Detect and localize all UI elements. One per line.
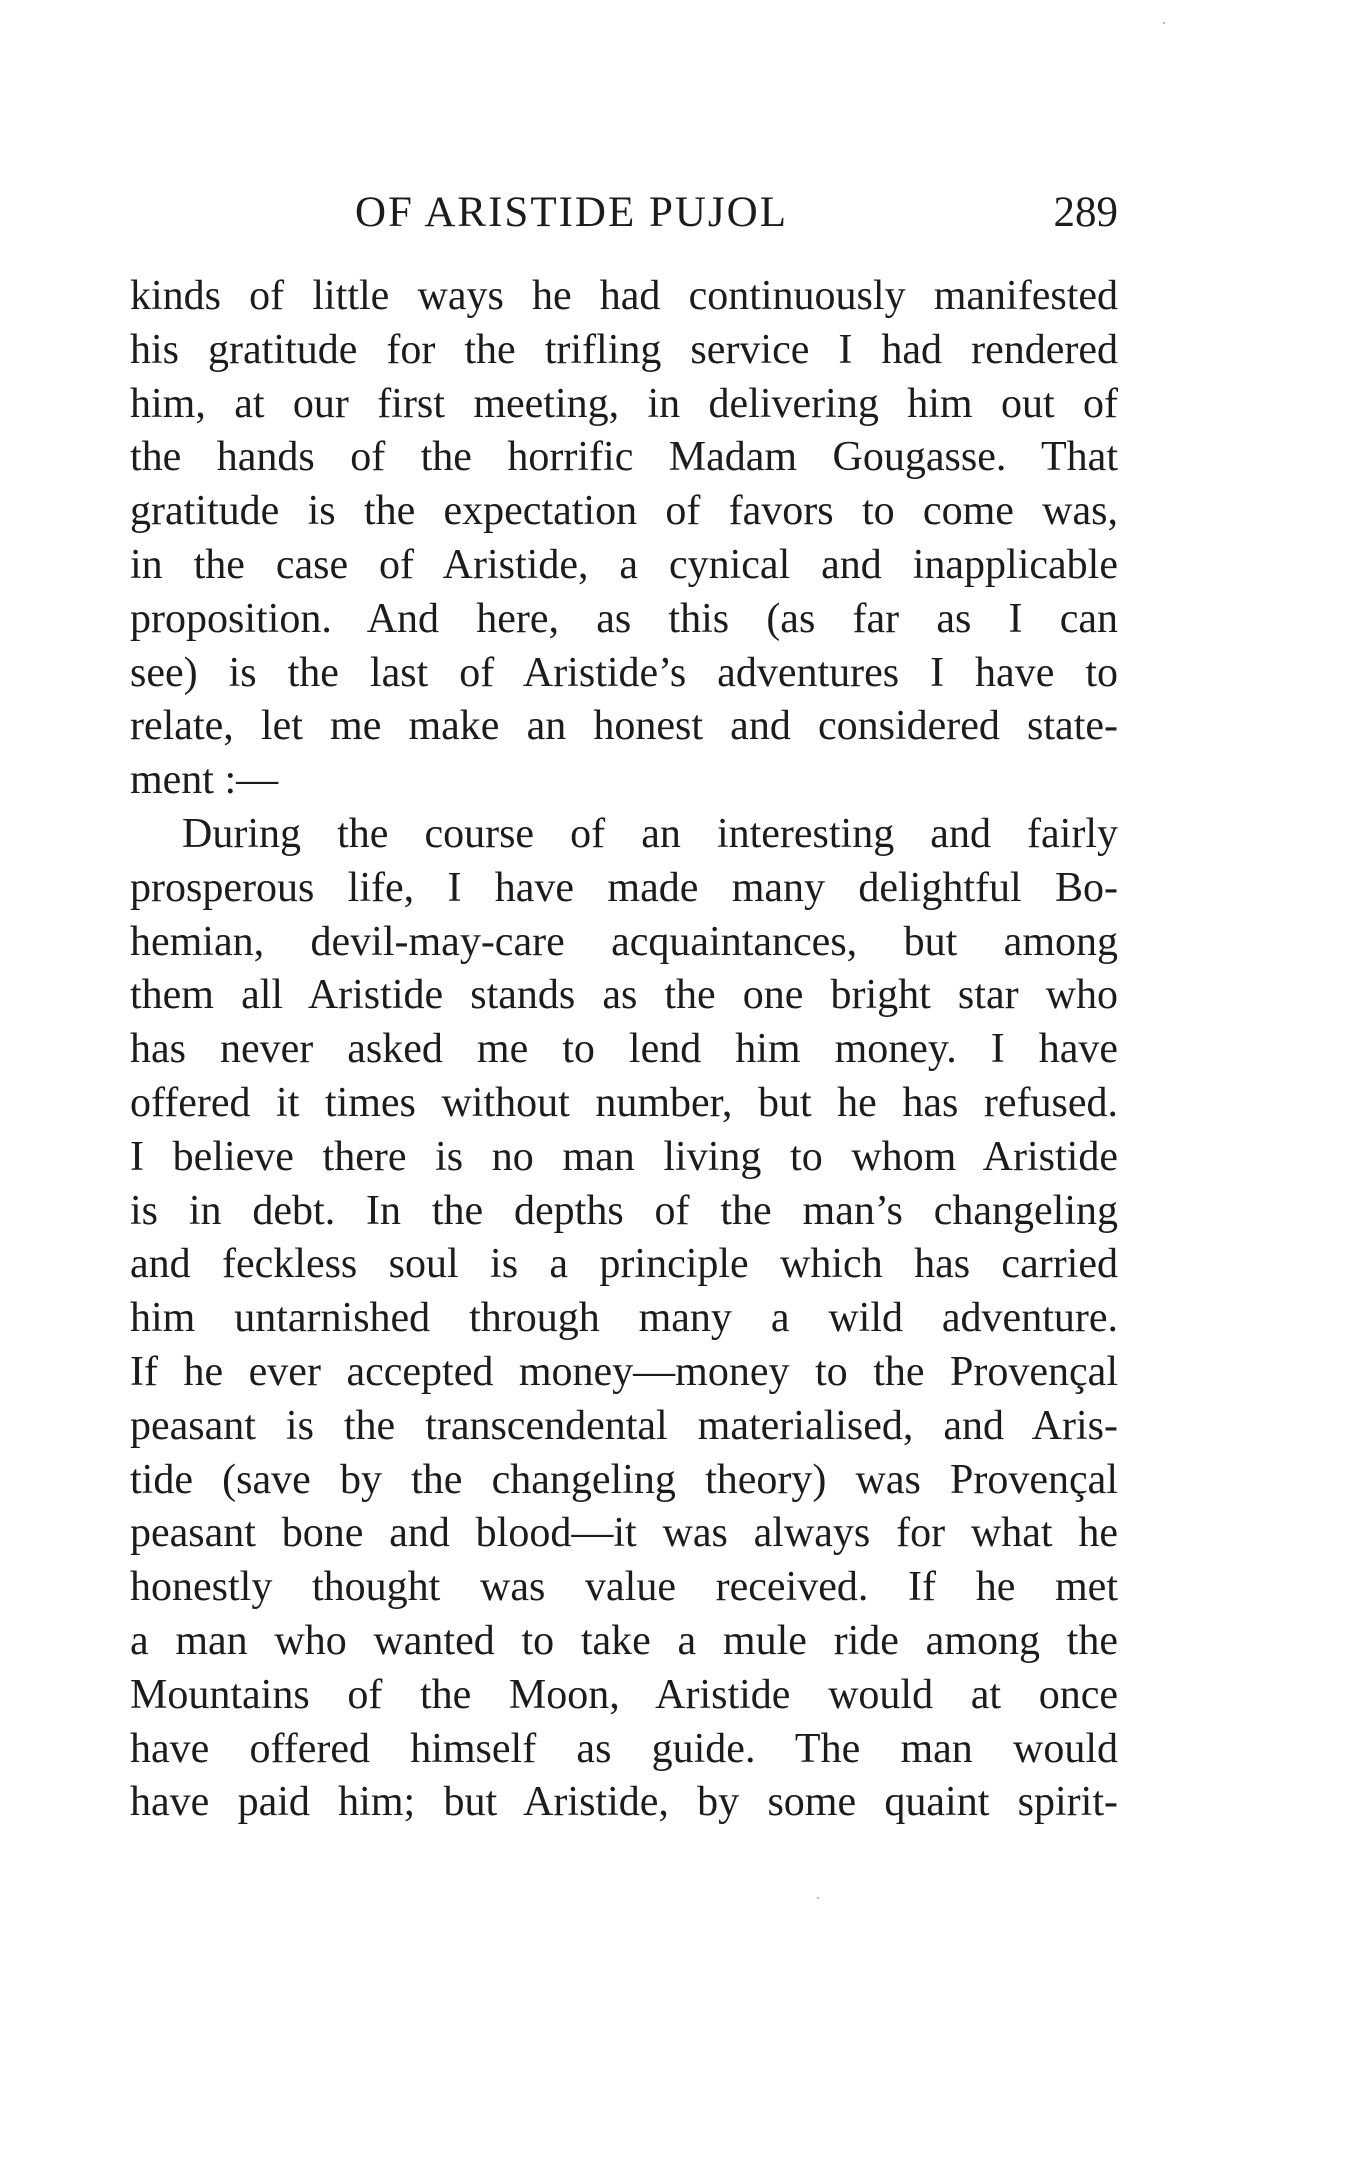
text-line: Mountains of the Moon, Aristide would at once — [130, 1671, 1118, 1718]
text-line: the hands of the horrific Madam Gougasse. That — [130, 434, 1118, 481]
paragraph-first-line: During the course of an interesting and fairly — [182, 810, 1118, 857]
text-line: in the case of Aristide, a cynical and inapplicable — [130, 541, 1118, 588]
text-line: is in debt. In the depths of the man’s changeling — [130, 1187, 1118, 1234]
text-line: and feckless soul is a principle which has carried — [130, 1241, 1118, 1288]
text-line: peasant is the transcendental materialised, and Aris- — [130, 1402, 1118, 1449]
text-line: offered it times without number, but he has refused. — [130, 1079, 1118, 1126]
text-line: has never asked me to lend him money. I have — [130, 1026, 1118, 1073]
text-line: have paid him; but Aristide, by some quaint spirit- — [130, 1779, 1118, 1826]
text-line: have offered himself as guide. The man would — [130, 1725, 1118, 1772]
text-line: his gratitude for the trifling service I had rendered — [130, 326, 1118, 373]
text-line: peasant bone and blood—it was always for what he — [130, 1510, 1118, 1557]
text-line: proposition. And here, as this (as far as I can — [130, 595, 1118, 642]
paper-speck — [817, 1897, 819, 1899]
text-line: him, at our first meeting, in delivering him out of — [130, 380, 1118, 427]
text-line: I believe there is no man living to whom Aristide — [130, 1133, 1118, 1180]
text-line: a man who wanted to take a mule ride among the — [130, 1617, 1118, 1664]
text-line: hemian, devil-may-care acquaintances, but among — [130, 918, 1118, 965]
text-line: kinds of little ways he had continuously manifested — [130, 273, 1118, 319]
text-line: gratitude is the expectation of favors to come was, — [130, 488, 1118, 535]
text-line: see) is the last of Aristide’s adventures I have to — [130, 649, 1118, 696]
text-line: tide (save by the changeling theory) was Provençal — [130, 1456, 1118, 1503]
text-line: prosperous life, I have made many delightful Bo- — [130, 864, 1118, 911]
running-head-title: OF ARISTIDE PUJOL — [355, 189, 788, 236]
text-line: relate, let me make an honest and considered state- — [130, 703, 1118, 750]
text-line: ment :— — [130, 757, 279, 804]
text-line: If he ever accepted money—money to the Provençal — [130, 1348, 1118, 1395]
running-head — [355, 188, 1123, 238]
paper-speck — [1163, 22, 1165, 24]
body-text — [130, 270, 1118, 1830]
page-number: 289 — [1053, 189, 1118, 236]
text-line: them all Aristide stands as the one bright star who — [130, 972, 1118, 1019]
text-line: him untarnished through many a wild adventure. — [130, 1295, 1118, 1342]
text-line: honestly thought was value received. If he met — [130, 1564, 1118, 1611]
